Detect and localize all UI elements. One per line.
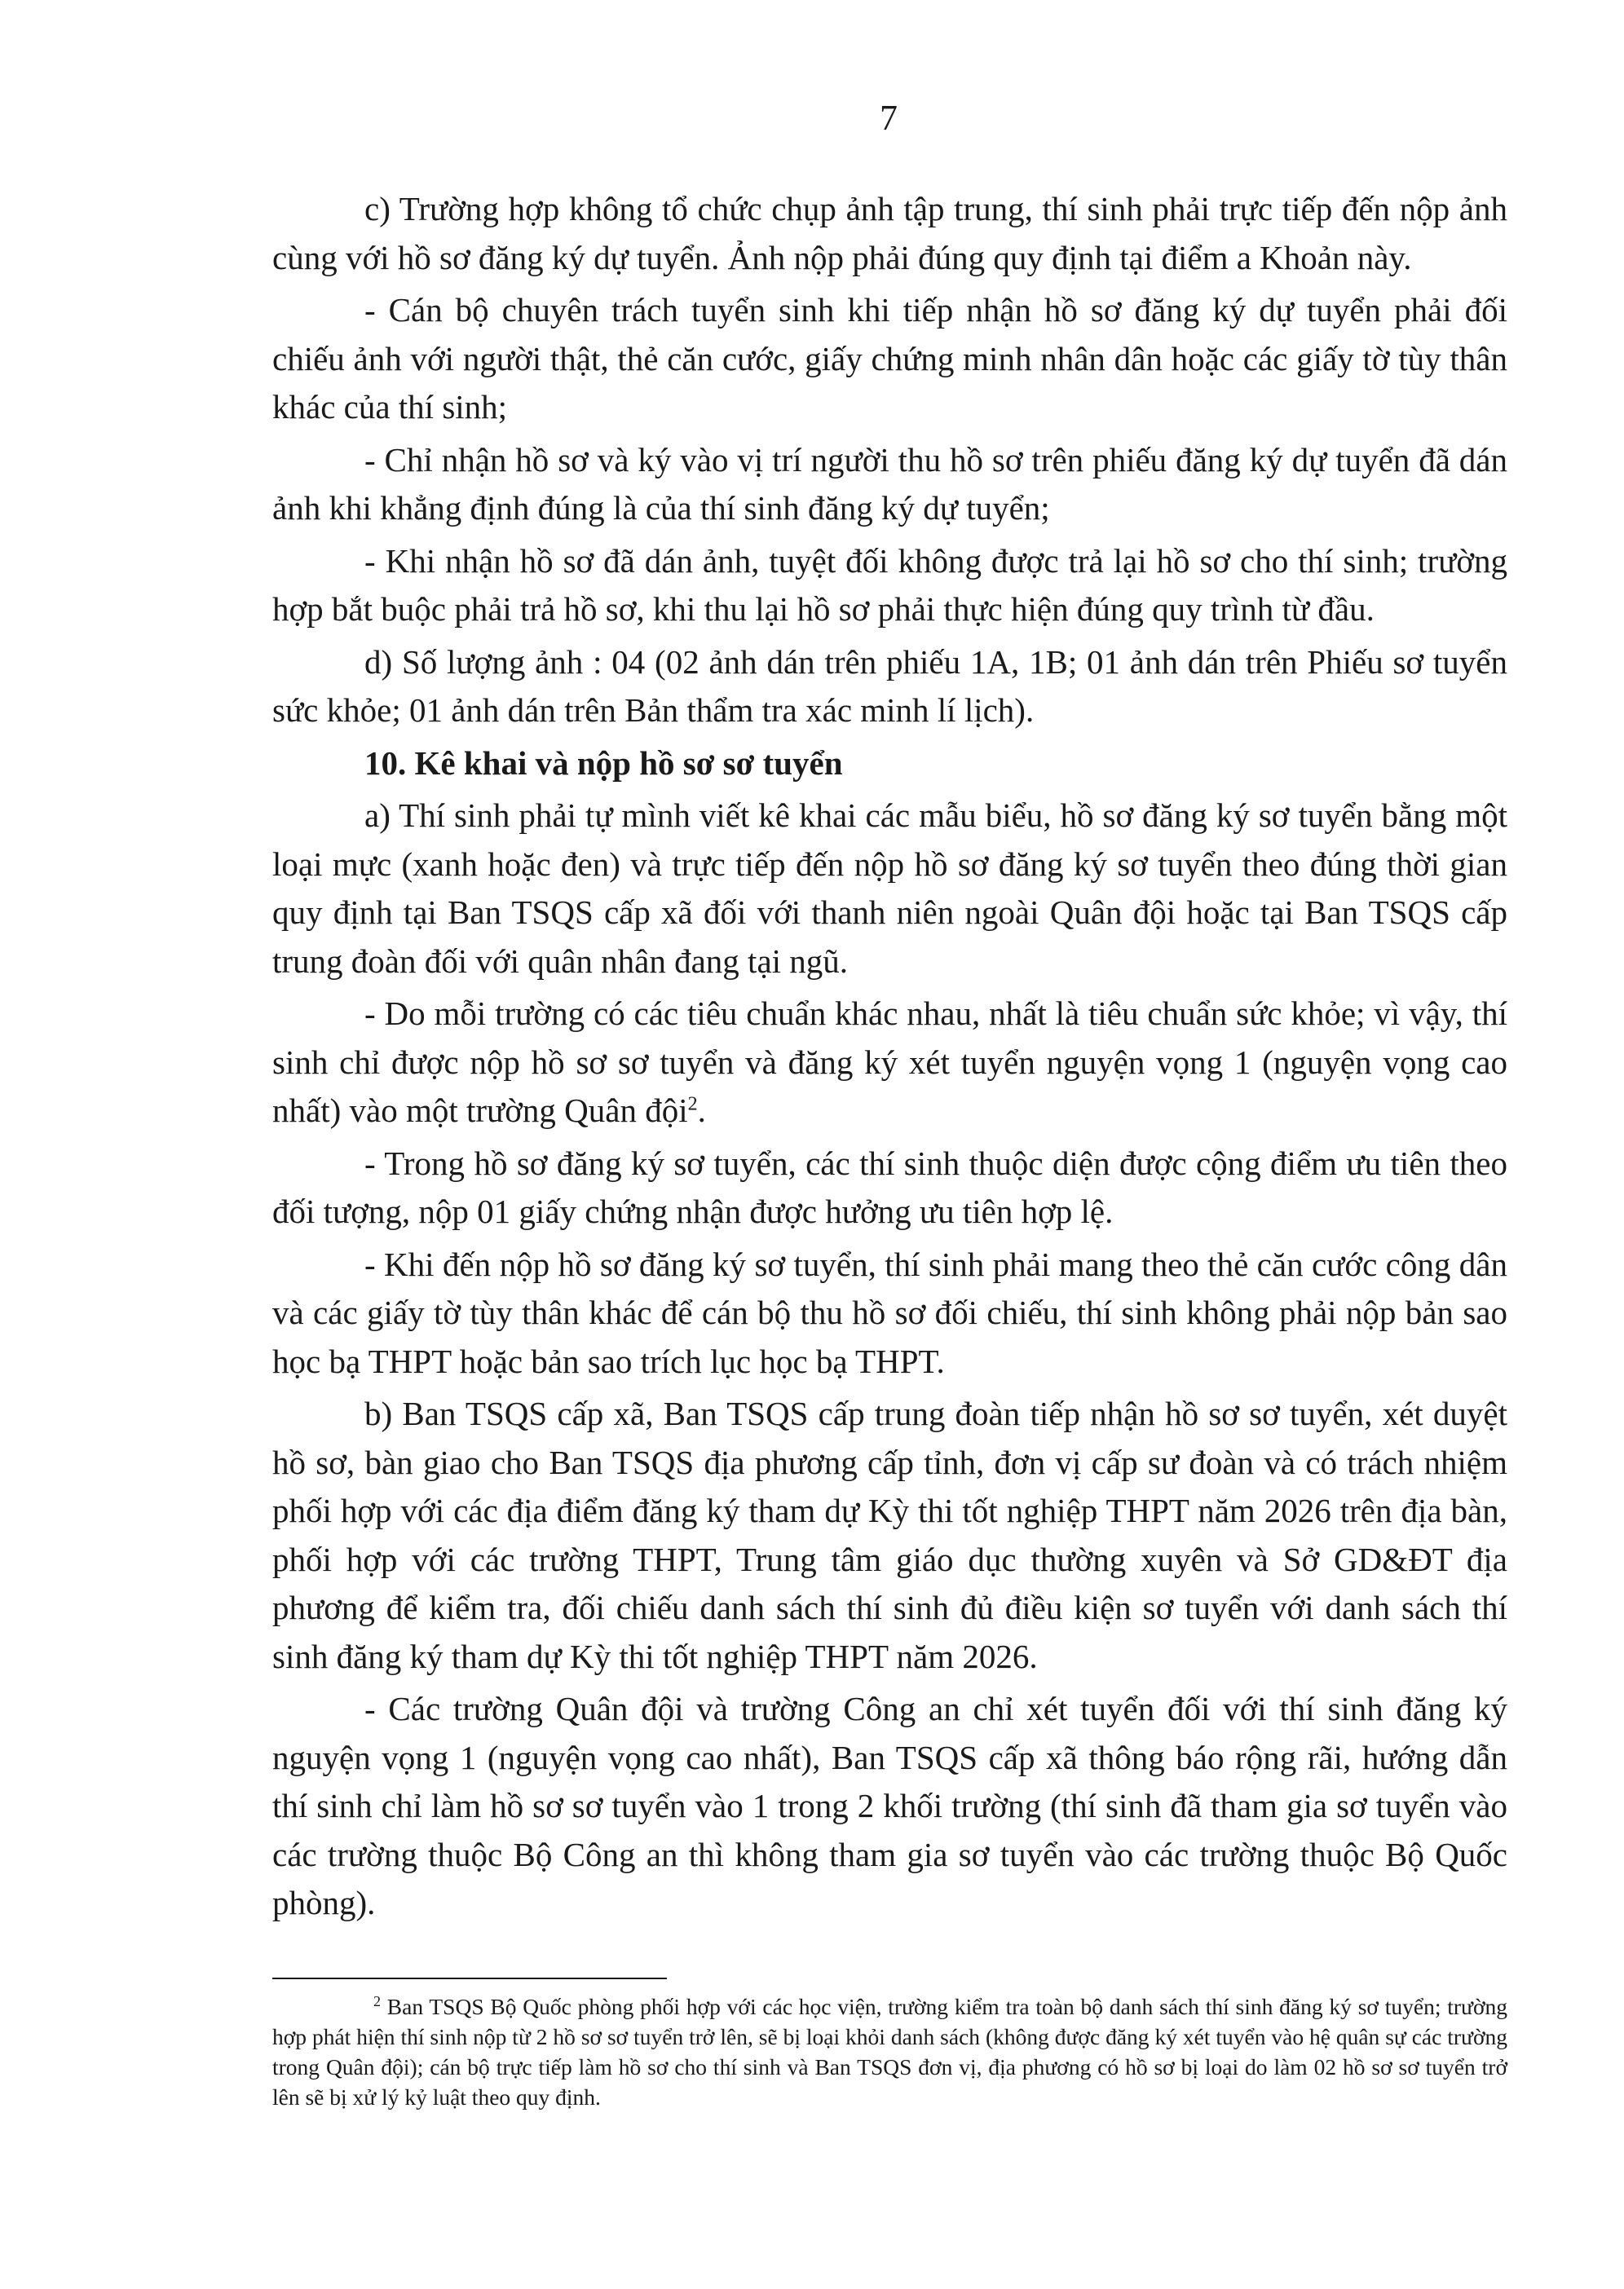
- footnote-marker: 2: [373, 1992, 381, 2009]
- section-heading-10: 10. Kê khai và nộp hồ sơ sơ tuyển: [364, 743, 843, 782]
- paragraph-c-photo-submission: c) Trường hợp không tổ chức chụp ảnh tập trung, thí sinh phải trực tiếp đến nộp ảnh cùng với hồ sơ đăng ký dự tuyển. Ảnh nộp phải đúng quy định tại điểm a Khoản này.: [272, 190, 1507, 276]
- paragraph-priority-certificate: - Trong hồ sơ đăng ký sơ tuyển, các thí sinh thuộc diện được cộng điểm ưu tiên theo đối tượng, nộp 01 giấy chứng nhận được hưởng ưu tiên hợp lệ.: [272, 1144, 1507, 1230]
- paragraph-officer-verify-photo: - Cán bộ chuyên trách tuyển sinh khi tiếp nhận hồ sơ đăng ký dự tuyển phải đối chiếu ảnh với người thật, thẻ căn cước, giấy chứng minh nhân dân hoặc các giấy tờ tùy thân khác của thí sinh;: [272, 291, 1507, 426]
- paragraph-one-school-only: [272, 990, 1507, 1136]
- page-number: 7: [880, 98, 898, 138]
- paragraph-b-receive-dossier: b) Ban TSQS cấp xã, Ban TSQS cấp trung đoàn tiếp nhận hồ sơ sơ tuyển, xét duyệt hồ sơ, bàn giao cho Ban TSQS địa phương cấp tỉnh, đơn vị cấp sư đoàn và có trách nhiệm phối hợp với các địa điểm đăng ký tham dự Kỳ thi tốt nghiệp THPT năm 2026 trên địa bàn, phối hợp với các trường THPT, Trung tâm giáo dục thường xuyên và Sở GD&ĐT địa phương để kiểm tra, đối chiếu danh sách thí sinh đủ điều kiện sơ tuyển với danh sách thí sinh đăng ký tham dự Kỳ thi tốt nghiệp THPT năm 2026.: [272, 1395, 1507, 1675]
- footnote: [272, 1991, 1507, 2112]
- paragraph-d-photo-count: d) Số lượng ảnh : 04 (02 ảnh dán trên phiếu 1A, 1B; 01 ảnh dán trên Phiếu sơ tuyển sức khỏe; 01 ảnh dán trên Bản thẩm tra xác minh lí lịch).: [272, 642, 1507, 729]
- body-text: [272, 185, 1507, 1932]
- paragraph-one-school-only-end: .: [697, 1092, 706, 1129]
- paragraph-bring-id: - Khi đến nộp hồ sơ đăng ký sơ tuyển, thí sinh phải mang theo thẻ căn cước công dân và các giấy tờ tùy thân khác để cán bộ thu hồ sơ đối chiếu, thí sinh không phải nộp bản sao học bạ THPT hoặc bản sao trích lục học bạ THPT.: [272, 1245, 1507, 1380]
- paragraph-military-police-schools: - Các trường Quân đội và trường Công an chỉ xét tuyển đối với thí sinh đăng ký nguyện vọng 1 (nguyện vọng cao nhất), Ban TSQS cấp xã thông báo rộng rãi, hướng dẫn thí sinh chỉ làm hồ sơ sơ tuyển vào 1 trong 2 khối trường (thí sinh đã tham gia sơ tuyển vào các trường thuộc Bộ Công an thì không tham gia sơ tuyển vào các trường thuộc Bộ Quốc phòng).: [272, 1690, 1507, 1921]
- footnote-divider: [272, 1978, 667, 1979]
- paragraph-a-self-declare: a) Thí sinh phải tự mình viết kê khai các mẫu biểu, hồ sơ đăng ký sơ tuyển bằng một loại mực (xanh hoặc đen) và trực tiếp đến nộp hồ sơ đăng ký sơ tuyển theo đúng thời gian quy định tại Ban TSQS cấp xã đối với thanh niên ngoài Quân đội hoặc tại Ban TSQS cấp trung đoàn đối với quân nhân đang tại ngũ.: [272, 796, 1507, 980]
- paragraph-no-return-dossier: - Khi nhận hồ sơ đã dán ảnh, tuyệt đối không được trả lại hồ sơ cho thí sinh; trường hợp bắt buộc phải trả hồ sơ, khi thu lại hồ sơ phải thực hiện đúng quy trình từ đầu.: [272, 541, 1507, 628]
- footnote-reference: 2: [687, 1093, 698, 1115]
- paragraph-only-accept-signed: - Chỉ nhận hồ sơ và ký vào vị trí người thu hồ sơ trên phiếu đăng ký dự tuyển đã dán ảnh khi khẳng định đúng là của thí sinh đăng ký dự tuyển;: [272, 440, 1507, 527]
- footnote-text: Ban TSQS Bộ Quốc phòng phối hợp với các học viện, trường kiểm tra toàn bộ danh sách thí sinh đăng ký sơ tuyển; trường hợp phát hiện thí sinh nộp từ 2 hồ sơ sơ tuyển trở lên, sẽ bị loại khỏi danh sách (không được đăng ký xét tuyển vào hệ quân sự các trường trong Quân đội); cán bộ trực tiếp làm hồ sơ cho thí sinh và Ban TSQS đơn vị, địa phương có hồ sơ bị loại do làm 02 hồ sơ sơ tuyển trở lên sẽ bị xử lý kỷ luật theo quy định.: [272, 1994, 1507, 2110]
- paragraph-one-school-only-text: - Do mỗi trường có các tiêu chuẩn khác nhau, nhất là tiêu chuẩn sức khỏe; vì vậy, thí sinh chỉ được nộp hồ sơ sơ tuyển và đăng ký xét tuyển nguyện vọng 1 (nguyện vọng cao nhất) vào một trường Quân đội: [272, 995, 1507, 1129]
